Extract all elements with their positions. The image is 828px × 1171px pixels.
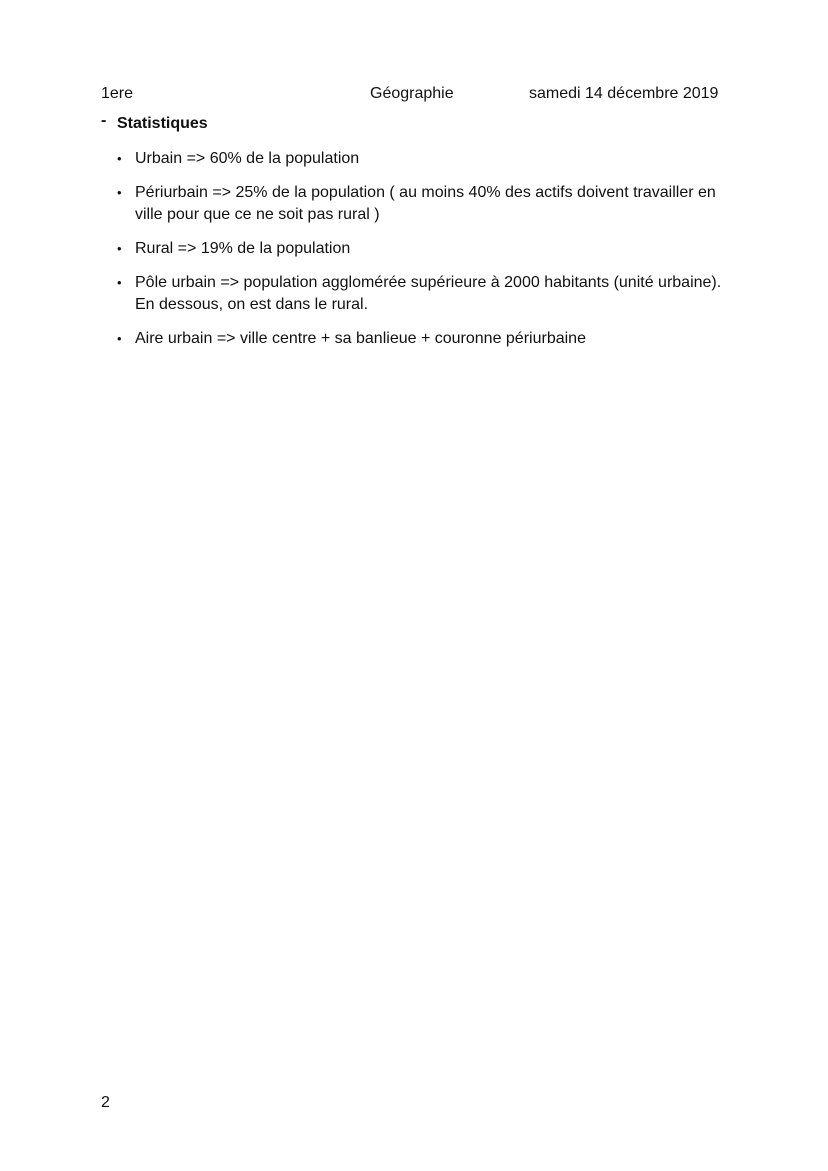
section-title: Statistiques xyxy=(117,115,208,132)
page-number: 2 xyxy=(101,1094,110,1111)
statistics-list xyxy=(117,148,732,362)
list-item-text: Périurbain => 25% de la population ( au moins 40% des actifs doivent travailler en ville pour que ce ne soit pas rural ) xyxy=(135,184,716,223)
list-item xyxy=(117,238,732,260)
header-subject: Géographie xyxy=(370,85,454,102)
list-item xyxy=(117,182,732,226)
bullet-icon: • xyxy=(117,185,122,200)
dash-marker: - xyxy=(101,112,107,129)
list-item-text: Aire urbain => ville centre + sa banlieue + couronne périurbaine xyxy=(135,330,586,347)
list-item xyxy=(117,148,732,170)
list-item-text: Rural => 19% de la population xyxy=(135,240,351,257)
bullet-icon: • xyxy=(117,241,122,256)
bullet-icon: • xyxy=(117,331,122,346)
bullet-icon: • xyxy=(117,275,122,290)
list-item xyxy=(117,272,732,316)
section-heading xyxy=(101,114,741,134)
list-item-text: Pôle urbain => population agglomérée supérieure à 2000 habitants (unité urbaine). En dessous, on est dans le rural. xyxy=(135,274,722,313)
header-date: samedi 14 décembre 2019 xyxy=(529,85,719,102)
list-item-text: Urbain => 60% de la population xyxy=(135,150,360,167)
bullet-icon: • xyxy=(117,151,122,166)
list-item xyxy=(117,328,732,350)
header-class-level: 1ere xyxy=(101,85,134,102)
statistics-section xyxy=(101,112,741,347)
